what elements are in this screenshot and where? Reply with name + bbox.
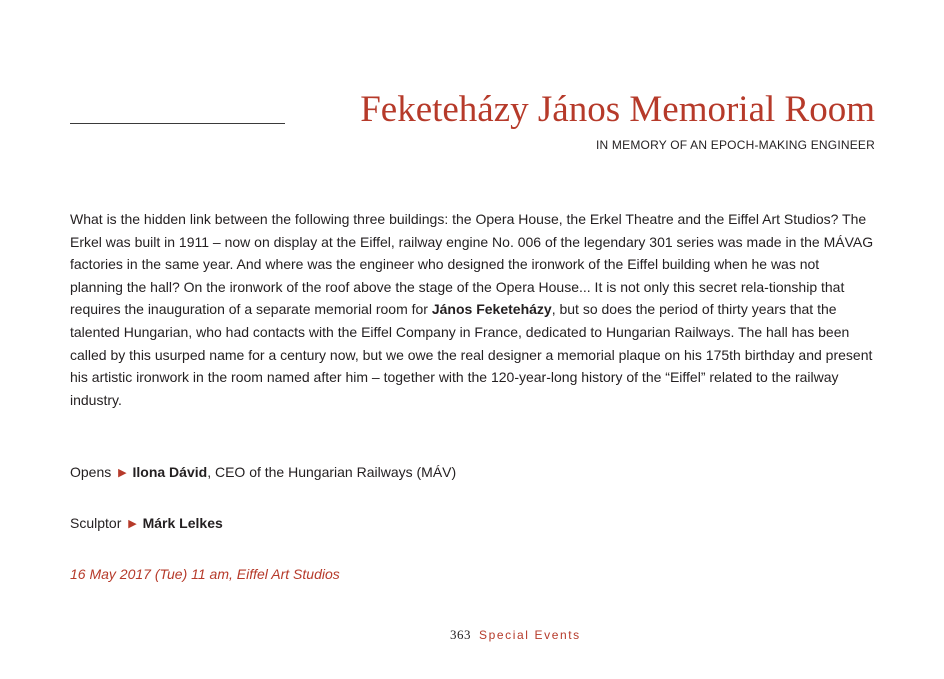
page-number: 363 <box>450 627 471 642</box>
page-title: Feketeházy János Memorial Room <box>360 89 875 130</box>
arrow-right-icon: ▶ <box>118 467 127 479</box>
opens-label: Opens <box>70 464 112 480</box>
sculptor-credit <box>70 513 223 534</box>
opens-role: , CEO of the Hungarian Railways (MÁV) <box>207 464 457 480</box>
title-rule <box>70 123 285 124</box>
page-footer <box>450 626 581 644</box>
opens-name: Ilona Dávid <box>132 464 208 480</box>
section-name: Special Events <box>479 628 581 642</box>
body-text-after-name: , but so does the period of thirty years that the talented Hungarian, who had contacts with the Eiffel Company in France, dedicated to Hungarian Railways. The hall has been called by this usurped name for a century now, but we owe the real designer a memorial plaque on his 175th birthday and present his artistic ironwork in the room named after him – together with the 120-year-long history of the “Eiffel” related to the railway industry. <box>70 301 873 408</box>
sculptor-label: Sculptor <box>70 515 122 531</box>
page-subtitle: IN MEMORY OF AN EPOCH-MAKING ENGINEER <box>596 138 875 152</box>
body-text-before-name: What is the hidden link between the following three buildings: the Opera House, the Erkel Theatre and the Eiffel Art Studios? The Erkel was built in 1911 – now on display at the Eiffel, railway engine No. 006 of the legendary 301 series was made in the MÁVAG factories in the same year. And where was the engineer who designed the ironwork of the Eiffel building when he was not planning the hall? On the ironwork of the roof above the stage of the Opera House... It is not only this secret rela-tionship that requires the inauguration of a separate memorial room for <box>70 211 874 318</box>
arrow-right-icon: ▶ <box>128 518 137 530</box>
opens-credit <box>70 462 456 483</box>
body-highlighted-name: János Feketeházy <box>431 301 552 318</box>
sculptor-name: Márk Lelkes <box>142 515 223 531</box>
event-date-location: 16 May 2017 (Tue) 11 am, Eiffel Art Studios <box>70 566 340 582</box>
body-paragraph <box>70 208 876 411</box>
